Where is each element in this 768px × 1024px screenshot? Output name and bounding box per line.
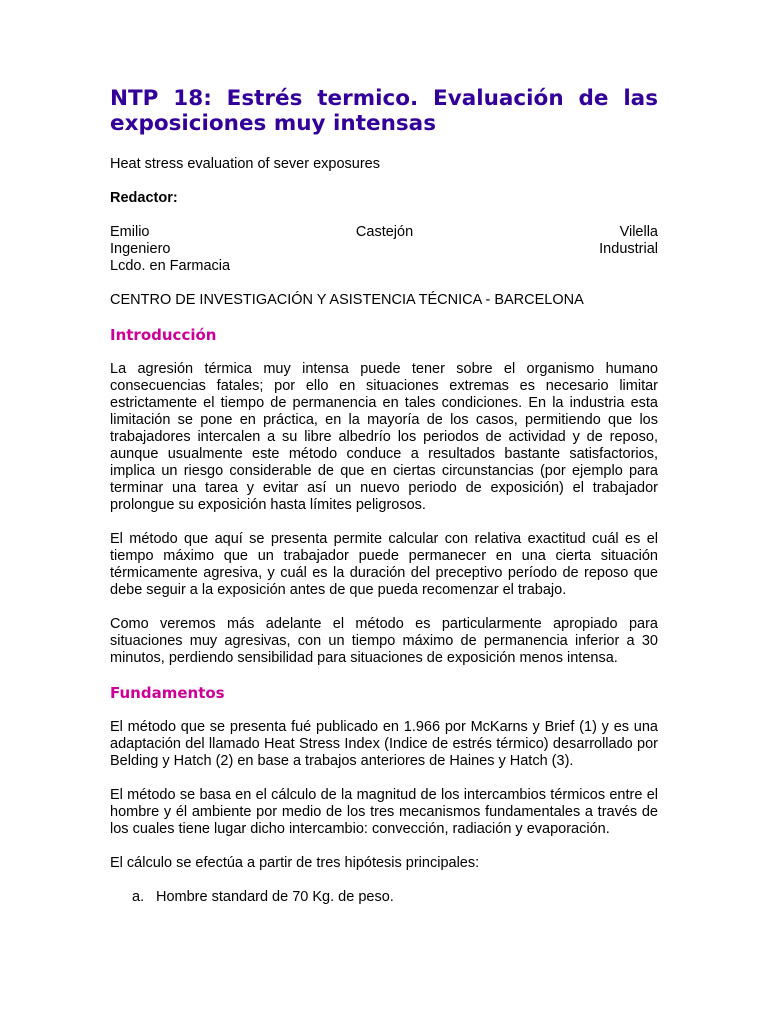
hypothesis-list: [110, 889, 658, 906]
list-item-marker: a.: [132, 889, 145, 905]
intro-paragraph-3: Como veremos más adelante el método es particularmente apropiado para situaciones muy agresivas, con un tiempo máximo de permanencia inferior a 30 minutos, perdiendo sensibilidad para situaciones de exposición menos intensa.: [110, 616, 658, 666]
author-first-name: Emilio: [110, 224, 150, 240]
fundamentos-paragraph-1: El método que se presenta fué publicado en 1.966 por McKarns y Brief (1) y es una adaptación del llamado Heat Stress Index (Indice de estrés térmico) desarrollado por Belding y Hatch (2) en base a trabajos anteriores de Haines y Hatch (3).: [110, 719, 658, 769]
list-item: [132, 889, 658, 906]
document-subtitle: Heat stress evaluation of sever exposures: [110, 156, 380, 172]
author-degree: Lcdo. en Farmacia: [110, 258, 231, 274]
center-name: CENTRO DE INVESTIGACIÓN Y ASISTENCIA TÉCNICA - BARCELONA: [110, 292, 584, 308]
list-item-text: Hombre standard de 70 Kg. de peso.: [156, 889, 394, 905]
fundamentos-paragraph-3: El cálculo se efectúa a partir de tres hipótesis principales:: [110, 855, 480, 871]
intro-paragraph-2: El método que aquí se presenta permite calcular con relativa exactitud cuál es el tiempo máximo que un trabajador puede permanecer en una cierta situación térmicamente agresiva, y cuál es la duración del preceptivo período de reposo que debe seguir a la exposición antes de que pueda recomenzar el trabajo.: [110, 531, 658, 598]
document-title: NTP 18: Estrés termico. Evaluación de las exposiciones muy intensas: [110, 86, 658, 136]
author-middle-name: Castejón: [355, 224, 414, 240]
author-last-name: Vilella: [619, 224, 658, 240]
section-heading-fundamentos: Fundamentos: [110, 684, 225, 702]
author-block: [110, 224, 658, 275]
section-heading-introduccion: Introducción: [110, 326, 217, 344]
fundamentos-paragraph-2: El método se basa en el cálculo de la magnitud de los intercambios térmicos entre el hombre y él ambiente por medio de los tres mecanismos fundamentales a través de los cuales tiene lugar dicho intercambio: convección, radiación y evaporación.: [110, 787, 658, 837]
author-name-row: [110, 224, 658, 241]
redactor-label: Redactor:: [110, 190, 178, 206]
intro-paragraph-1: La agresión térmica muy intensa puede tener sobre el organismo humano consecuencias fatales; por ello en situaciones extremas es necesario limitar estrictamente el tiempo de permanencia en tales condiciones. En la industria esta limitación se pone en práctica, en la mayoría de los casos, permitiendo que los trabajadores intercalen a su libre albedrío los periodos de actividad y de reposo, aunque usualmente este método conduce a resultados bastante satisfactorios, implica un riesgo considerable de que en ciertas circunstancias (por ejemplo para terminar una tarea y evitar así un nuevo periodo de exposición) el trabajador prolongue su exposición hasta límites peligrosos.: [110, 361, 658, 513]
author-role-row: [110, 241, 658, 258]
author-role-right: Industrial: [599, 241, 658, 257]
author-role-left: Ingeniero: [110, 241, 171, 257]
